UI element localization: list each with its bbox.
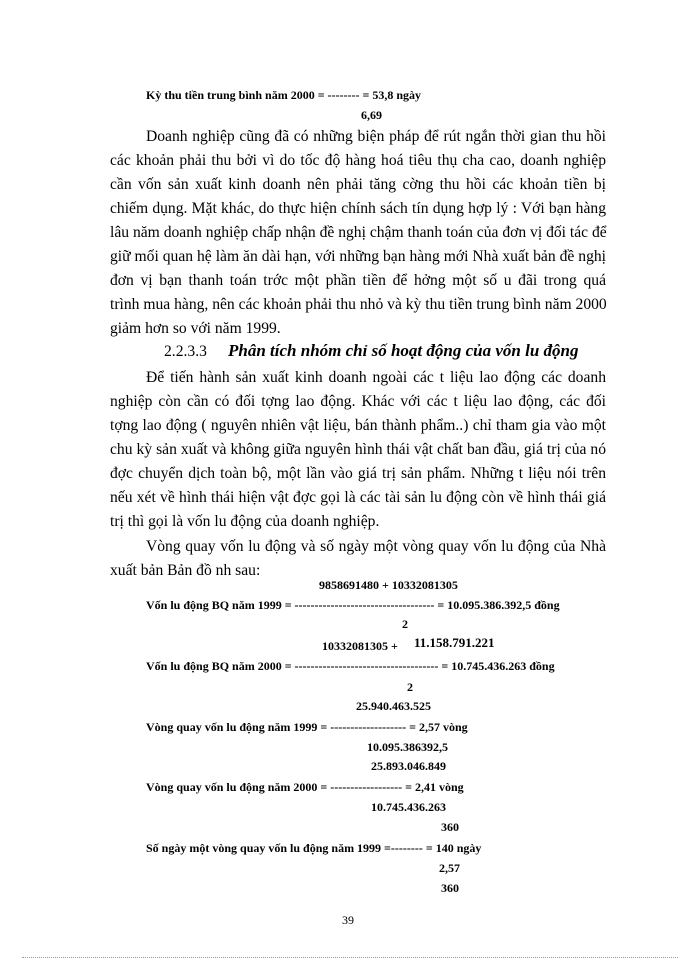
text-line: nếu xét về hình thái hiện vật đợc gọi là các tài sản lu động còn về hình thái giá (110, 489, 606, 506)
text-line: trình mua hàng, nên các khoản phải thu nhỏ và kỳ thu tiền trung bình năm 2000 (110, 296, 607, 313)
formula-5: Số ngày một vòng quay vốn lu động năm 1999 =-------- = 140 ngày (146, 841, 482, 855)
formula-1-numerator: 9858691480 + 10332081305 (319, 578, 458, 592)
days-2000-formula: Kỳ thu tiền trung bình năm 2000 = -------- = 53,8 ngày (146, 88, 422, 102)
formula-4: Vòng quay vốn lu động năm 2000 = ------------------ = 2,41 vòng (146, 780, 464, 794)
formula-3-numerator: 25.940.463.525 (356, 699, 431, 713)
formula-1-denominator: 2 (402, 617, 408, 631)
formula-2-numerator: 10332081305 + (322, 639, 398, 653)
formula-4-numerator: 25.893.046.849 (371, 759, 446, 773)
text-line: lâu năm doanh nghiệp chấp nhận đề nghị chậm thanh toán của đơn vị đối tác để (110, 224, 607, 241)
text-line: giảm hơn so với năm 1999. (110, 320, 281, 337)
formula-2-denominator: 2 (407, 680, 413, 694)
text-line: đơn vị bạn thanh toán trớc một phần tiền để hởng một số u đãi trong quá (110, 272, 606, 289)
days-2000-denominator: 6,69 (361, 108, 382, 122)
text-line: trị thì gọi là vốn lu động của doanh nghiệp. (110, 513, 380, 530)
formula-5-denominator: 2,57 (439, 861, 460, 875)
text-line: nghiệp còn cần có đối tợng lao động. Khác với các t liệu lao động, các đối (110, 393, 606, 410)
text-line: xuất bản Bản đồ nh sau: (110, 562, 261, 579)
text-line: Doanh nghiệp cũng đã có những biện pháp để rút ngắn thời gian thu hồi (146, 128, 606, 145)
page-border-divider (22, 957, 678, 958)
formula-1: Vốn lu động BQ năm 1999 = ----------------------------------- = 10.095.386.392,5 đồng (146, 598, 560, 612)
formula-3-denominator: 10.095.386392,5 (367, 740, 448, 754)
page-number: 39 (342, 913, 354, 927)
text-line: Để tiến hành sản xuất kinh doanh ngoài các t liệu lao động các doanh (146, 369, 606, 386)
formula-5-numerator: 360 (441, 820, 459, 834)
formula-6-numerator: 360 (441, 881, 459, 895)
text-line: cần vốn sản xuất kinh doanh nên phải tăng cờng thu hồi các khoản tiền bị (110, 176, 606, 193)
text-line: Vòng quay vốn lu động và số ngày một vòng quay vốn lu động của Nhà (146, 538, 606, 555)
text-line: giữ mối quan hệ làm ăn dài hạn, với những bạn hàng mới Nhà xuất bản đề nghị (110, 248, 606, 265)
text-line: tợng lao động ( nguyên nhiên vật liệu, bán thành phẩm..) chỉ tham gia vào một (110, 417, 606, 434)
formula-2-numerator-b: 11.158.791.221 (414, 635, 495, 650)
section-number: 2.2.3.3 (164, 343, 207, 360)
formula-2: Vốn lu động BQ năm 2000 = ------------------------------------ = 10.745.436.263 đồng (146, 659, 555, 673)
text-line: đợc chuyển dịch toàn bộ, một lần vào giá trị sản phẩm. Những t liệu nói trên (110, 465, 606, 482)
text-line: chu kỳ sản xuất và không giữa nguyên hình thái vật chất ban đầu, giá trị của nó (110, 441, 606, 458)
formula-3: Vòng quay vốn lu động năm 1999 = ------------------- = 2,57 vòng (146, 720, 468, 734)
formula-4-denominator: 10.745.436.263 (371, 800, 446, 814)
section-title: Phân tích nhóm chỉ số hoạt động của vốn lu động (228, 341, 579, 360)
text-line: chiếm dụng. Mặt khác, do thực hiện chính sách tín dụng hợp lý : Với bạn hàng (110, 200, 606, 217)
text-line: các khoản phải thu bởi vì do tốc độ hàng hoá tiêu thụ cha cao, doanh nghiệp (110, 152, 606, 169)
